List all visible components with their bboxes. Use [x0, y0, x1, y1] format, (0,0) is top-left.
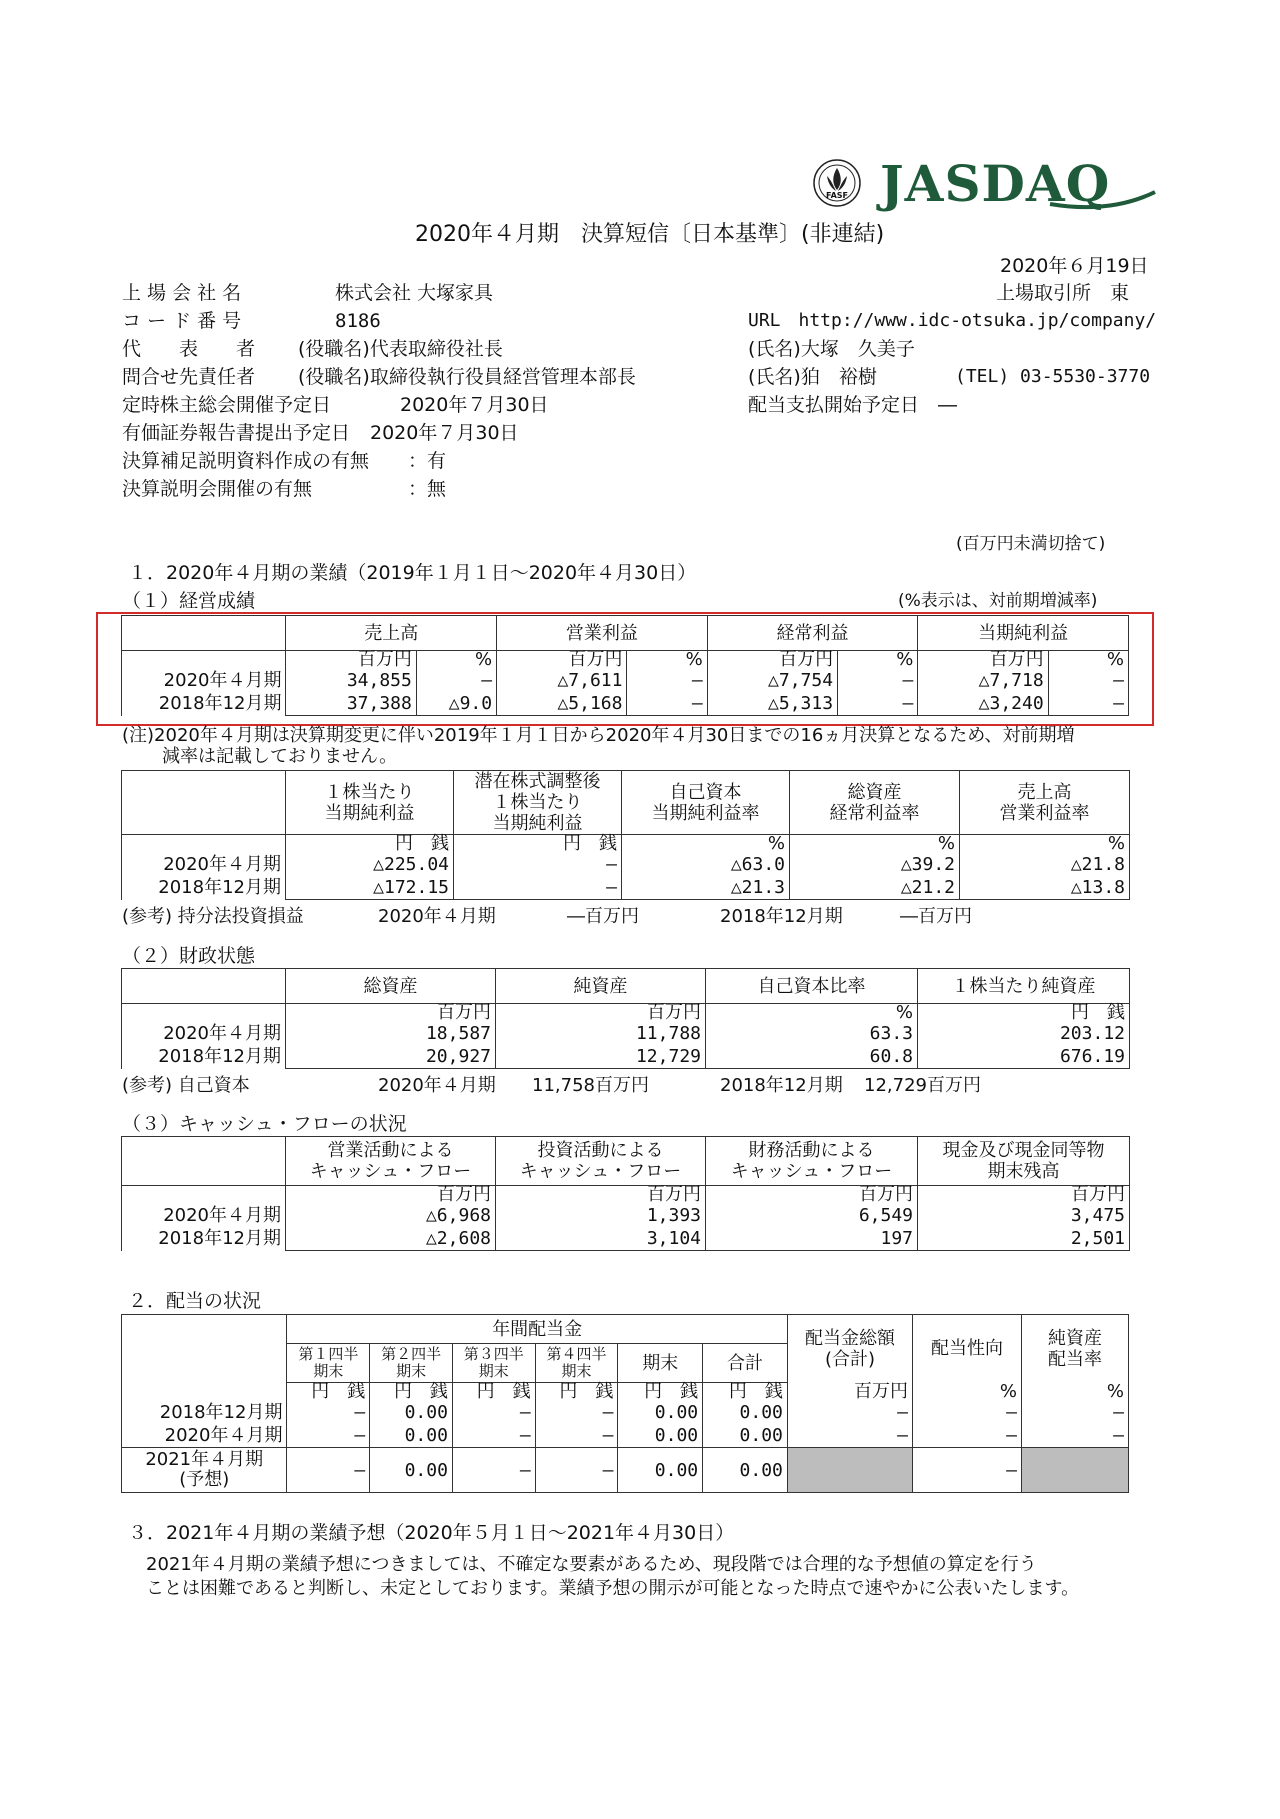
unit: 百万円 [918, 651, 1048, 670]
q2-header: 第２四半 期末 [370, 1344, 453, 1383]
unit: 円 銭 [703, 1383, 788, 1402]
cell: 2,501 [918, 1227, 1130, 1251]
cell: ― [287, 1401, 370, 1424]
table-row [122, 1424, 1129, 1448]
contact-name: (氏名)狛 裕樹 [748, 366, 877, 388]
cell: 0.00 [618, 1424, 703, 1448]
unit: 円 銭 [287, 1383, 370, 1402]
cell: 1,393 [496, 1204, 706, 1227]
company-name-label: 上 場 会 社 名 [122, 282, 242, 304]
per-share-table [121, 770, 1130, 900]
equity-method-period1: 2020年４月期 [378, 906, 496, 927]
highlight-box [96, 612, 1154, 726]
total-header: 合計 [703, 1344, 788, 1383]
cell: 3,104 [496, 1227, 706, 1251]
contact-title: (役職名)取締役執行役員経営管理本部長 [298, 366, 636, 388]
cell: 0.00 [703, 1401, 788, 1424]
representative-label: 代 表 者 [122, 338, 256, 360]
corner-cell [122, 771, 286, 835]
unit: % [960, 835, 1130, 854]
cell: 0.00 [370, 1401, 453, 1424]
cell: ― [627, 669, 707, 692]
fasf-emblem [812, 158, 862, 208]
equity-ref-value2: 12,729百万円 [864, 1075, 981, 1096]
section3-body-line1: 2021年４月期の業績予想につきましては、不確定な要素があるため、現段階では合理的な予想値の算定を行う [146, 1554, 1037, 1575]
col-header: 自己資本 当期純利益率 [622, 771, 790, 835]
cell: ― [913, 1424, 1022, 1448]
cell: 63.3 [706, 1022, 918, 1045]
contact-tel: (TEL) 03-5530-3770 [955, 366, 1151, 387]
cell: △21.8 [960, 853, 1130, 876]
cell: △21.2 [790, 876, 960, 900]
col-header: 財務活動による キャッシュ・フロー [706, 1137, 918, 1186]
equity-ref-value1: 11,758百万円 [532, 1075, 649, 1096]
row-label: 2018年12月期 [122, 1045, 286, 1069]
cell: △6,968 [286, 1204, 496, 1227]
row-label: 2018年12月期 [122, 1401, 287, 1424]
table-row-forecast [122, 1448, 1129, 1493]
shaded-cell [787, 1448, 912, 1493]
cell: △172.15 [286, 876, 454, 900]
section1-sub1: （１）経営成績 [122, 590, 256, 612]
cell: △39.2 [790, 853, 960, 876]
cell: ― [535, 1424, 618, 1448]
dividend-on-equity-header: 純資産 配当率 [1021, 1315, 1128, 1383]
contact-label: 問合せ先責任者 [122, 366, 256, 388]
code: 8186 [335, 310, 381, 332]
unit: % [1048, 651, 1128, 670]
cell: △7,718 [918, 669, 1048, 692]
pct-note: (%表示は、対前期増減率) [898, 591, 1098, 611]
cell: △7,754 [707, 669, 837, 692]
cell: ― [452, 1448, 535, 1493]
row-label: 2021年４月期 (予想) [122, 1448, 287, 1493]
cell: ― [627, 692, 707, 716]
unit: 百万円 [496, 1186, 706, 1205]
row-label: 2018年12月期 [122, 692, 286, 716]
equity-ref-label: (参考) 自己資本 [122, 1075, 250, 1096]
supplementary-label: 決算補足説明資料作成の有無 [122, 450, 370, 472]
cell: ― [1021, 1401, 1128, 1424]
cell: △63.0 [622, 853, 790, 876]
section2-title: ２．配当の状況 [128, 1290, 262, 1312]
cell: 37,388 [286, 692, 416, 716]
cell: △9.0 [416, 692, 496, 716]
cell: ― [535, 1448, 618, 1493]
q4-header: 第４四半 期末 [535, 1344, 618, 1383]
note-line1: (注)2020年４月期は決算期変更に伴い2019年１月１日から2020年４月30日までの16ヵ月決算となるため、対前期増 [122, 725, 1075, 746]
total-dividend-header: 配当金総額 (合計) [787, 1315, 912, 1383]
dividend-start: 配当支払開始予定日 ― [748, 394, 958, 416]
col-header: 現金及び現金同等物 期末残高 [918, 1137, 1130, 1186]
table-row [122, 1045, 1130, 1069]
cell: 676.19 [918, 1045, 1130, 1069]
unit: % [790, 835, 960, 854]
corner-cell [122, 1137, 286, 1186]
cell: 0.00 [618, 1401, 703, 1424]
cell: △7,611 [497, 669, 627, 692]
cell: 0.00 [703, 1424, 788, 1448]
col-header: 潜在株式調整後 １株当たり 当期純利益 [454, 771, 622, 835]
fasf-label: FASF [826, 191, 848, 200]
label-cell [122, 1004, 286, 1023]
row-label: 2020年４月期 [122, 1424, 287, 1448]
section1-sub3: （３）キャッシュ・フローの状況 [122, 1113, 407, 1135]
exchange: 上場取引所 東 [996, 282, 1130, 304]
cell: 0.00 [618, 1448, 703, 1493]
cell: △225.04 [286, 853, 454, 876]
cell: 18,587 [286, 1022, 496, 1045]
cell: ― [454, 876, 622, 900]
unit: 円 銭 [535, 1383, 618, 1402]
cell: 11,788 [496, 1022, 706, 1045]
unit: 円 銭 [454, 835, 622, 854]
supplementary-value: ：有 [408, 450, 447, 472]
table-row [122, 853, 1130, 876]
cell: ― [838, 692, 918, 716]
report-filing-label: 有価証券報告書提出予定日 [122, 422, 351, 444]
cell: ― [1021, 1424, 1128, 1448]
unit: 百万円 [497, 651, 627, 670]
row-label: 2020年４月期 [122, 669, 286, 692]
unit: 百万円 [706, 1186, 918, 1205]
unit: % [622, 835, 790, 854]
section3-title: ３．2021年４月期の業績予想（2020年５月１日～2021年４月30日） [128, 1522, 735, 1544]
row-label: 2020年４月期 [122, 1022, 286, 1045]
cell: 34,855 [286, 669, 416, 692]
col-header: １株当たり純資産 [918, 969, 1130, 1004]
cell: 203.12 [918, 1022, 1130, 1045]
label-cell [122, 835, 286, 854]
cell: △5,168 [497, 692, 627, 716]
cell: 20,927 [286, 1045, 496, 1069]
unit: 百万円 [787, 1383, 912, 1402]
unit: 円 銭 [286, 835, 454, 854]
unit: % [627, 651, 707, 670]
cell: 3,475 [918, 1204, 1130, 1227]
cell: ― [535, 1401, 618, 1424]
cell: 0.00 [703, 1448, 788, 1493]
col-header: 売上高 営業利益率 [960, 771, 1130, 835]
cell: ― [416, 669, 496, 692]
unit: 円 銭 [370, 1383, 453, 1402]
cell: ― [838, 669, 918, 692]
table-row [122, 1204, 1130, 1227]
col-header: 総資産 経常利益率 [790, 771, 960, 835]
cell: 60.8 [706, 1045, 918, 1069]
rounding-note: (百万円未満切捨て) [956, 534, 1106, 554]
cell: 197 [706, 1227, 918, 1251]
col-header: 当期純利益 [918, 616, 1129, 651]
representative-title: (役職名)代表取締役社長 [298, 338, 503, 360]
table-row [122, 876, 1130, 900]
report-filing-date: 2020年７月30日 [370, 422, 519, 444]
dividend-table [121, 1314, 1129, 1493]
table-row [122, 1022, 1130, 1045]
q1-header: 第１四半 期末 [287, 1344, 370, 1383]
unit: 百万円 [286, 651, 416, 670]
cell: 12,729 [496, 1045, 706, 1069]
unit: 百万円 [707, 651, 837, 670]
cell: △21.3 [622, 876, 790, 900]
unit: 百万円 [918, 1186, 1130, 1205]
financial-position-table [121, 968, 1130, 1069]
unit: 円 銭 [918, 1004, 1130, 1023]
row-label: 2018年12月期 [122, 876, 286, 900]
company-url[interactable]: URL http://www.idc-otsuka.jp/company/ [748, 310, 1157, 331]
col-header: 経常利益 [707, 616, 918, 651]
cell: ― [454, 853, 622, 876]
cell: ― [787, 1424, 912, 1448]
cell: ― [452, 1424, 535, 1448]
equity-ref-period2: 2018年12月期 [720, 1075, 843, 1096]
corner-cell [122, 969, 286, 1004]
annual-dividend-header: 年間配当金 [287, 1315, 787, 1344]
equity-method-value1: ―百万円 [567, 906, 639, 927]
cell: ― [1048, 692, 1128, 716]
briefing-value: ：無 [408, 478, 447, 500]
unit: 円 銭 [618, 1383, 703, 1402]
cell: ― [913, 1448, 1022, 1493]
label-cell [122, 1383, 287, 1402]
cell: 0.00 [370, 1424, 453, 1448]
note-line2: 減率は記載しておりません。 [162, 746, 398, 767]
row-label: 2018年12月期 [122, 1227, 286, 1251]
table-row [122, 1401, 1129, 1424]
row-label: 2020年４月期 [122, 853, 286, 876]
jasdaq-wordmark: JASDAQ [880, 154, 1111, 213]
col-header: 売上高 [286, 616, 497, 651]
table-row [122, 1227, 1130, 1251]
col-header: 自己資本比率 [706, 969, 918, 1004]
col-header: 総資産 [286, 969, 496, 1004]
col-header: １株当たり 当期純利益 [286, 771, 454, 835]
equity-ref-period1: 2020年４月期 [378, 1075, 496, 1096]
shaded-cell [1021, 1448, 1128, 1493]
corner-cell [122, 1315, 287, 1383]
cell: 0.00 [370, 1448, 453, 1493]
briefing-label: 決算説明会開催の有無 [122, 478, 313, 500]
col-header: 純資産 [496, 969, 706, 1004]
cell: ― [452, 1401, 535, 1424]
year-end-header: 期末 [618, 1344, 703, 1383]
col-header: 営業利益 [497, 616, 708, 651]
equity-method-value2: ―百万円 [900, 906, 972, 927]
document-title: 2020年４月期 決算短信〔日本基準〕(非連結) [415, 222, 885, 247]
cell: ― [287, 1448, 370, 1493]
section1-sub2: （２）財政状態 [122, 945, 256, 967]
unit: 百万円 [286, 1004, 496, 1023]
agm-label: 定時株主総会開催予定日 [122, 394, 332, 416]
unit: % [706, 1004, 918, 1023]
cell: ― [787, 1401, 912, 1424]
unit: % [838, 651, 918, 670]
payout-ratio-header: 配当性向 [913, 1315, 1022, 1383]
code-label: コ ー ド 番 号 [122, 310, 242, 332]
cell: △2,608 [286, 1227, 496, 1251]
cell: 6,549 [706, 1204, 918, 1227]
cell: ― [913, 1401, 1022, 1424]
cash-flow-table [121, 1136, 1130, 1251]
report-date: 2020年６月19日 [1000, 255, 1149, 277]
row-label: 2020年４月期 [122, 1204, 286, 1227]
cell: △3,240 [918, 692, 1048, 716]
cell: ― [1048, 669, 1128, 692]
unit: % [416, 651, 496, 670]
unit: % [913, 1383, 1022, 1402]
agm-date: 2020年７月30日 [400, 394, 549, 416]
section3-body-line2: ことは困難であると判断し、未定としております。業績予想の開示が可能となった時点で速やかに公表いたします。 [146, 1578, 1080, 1599]
label-cell [122, 1186, 286, 1205]
unit: % [1021, 1383, 1128, 1402]
cell: ― [287, 1424, 370, 1448]
representative-name: (氏名)大塚 久美子 [748, 338, 915, 360]
equity-method-period2: 2018年12月期 [720, 906, 843, 927]
company-name: 株式会社 大塚家具 [335, 282, 494, 304]
col-header: 投資活動による キャッシュ・フロー [496, 1137, 706, 1186]
cell: △13.8 [960, 876, 1130, 900]
unit: 百万円 [496, 1004, 706, 1023]
col-header: 営業活動による キャッシュ・フロー [286, 1137, 496, 1186]
q3-header: 第３四半 期末 [452, 1344, 535, 1383]
unit: 円 銭 [452, 1383, 535, 1402]
cell: △5,313 [707, 692, 837, 716]
unit: 百万円 [286, 1186, 496, 1205]
equity-method-label: (参考) 持分法投資損益 [122, 906, 304, 927]
section1-title: １．2020年４月期の業績（2019年１月１日～2020年４月30日） [128, 562, 697, 584]
jasdaq-logo [880, 152, 1160, 212]
